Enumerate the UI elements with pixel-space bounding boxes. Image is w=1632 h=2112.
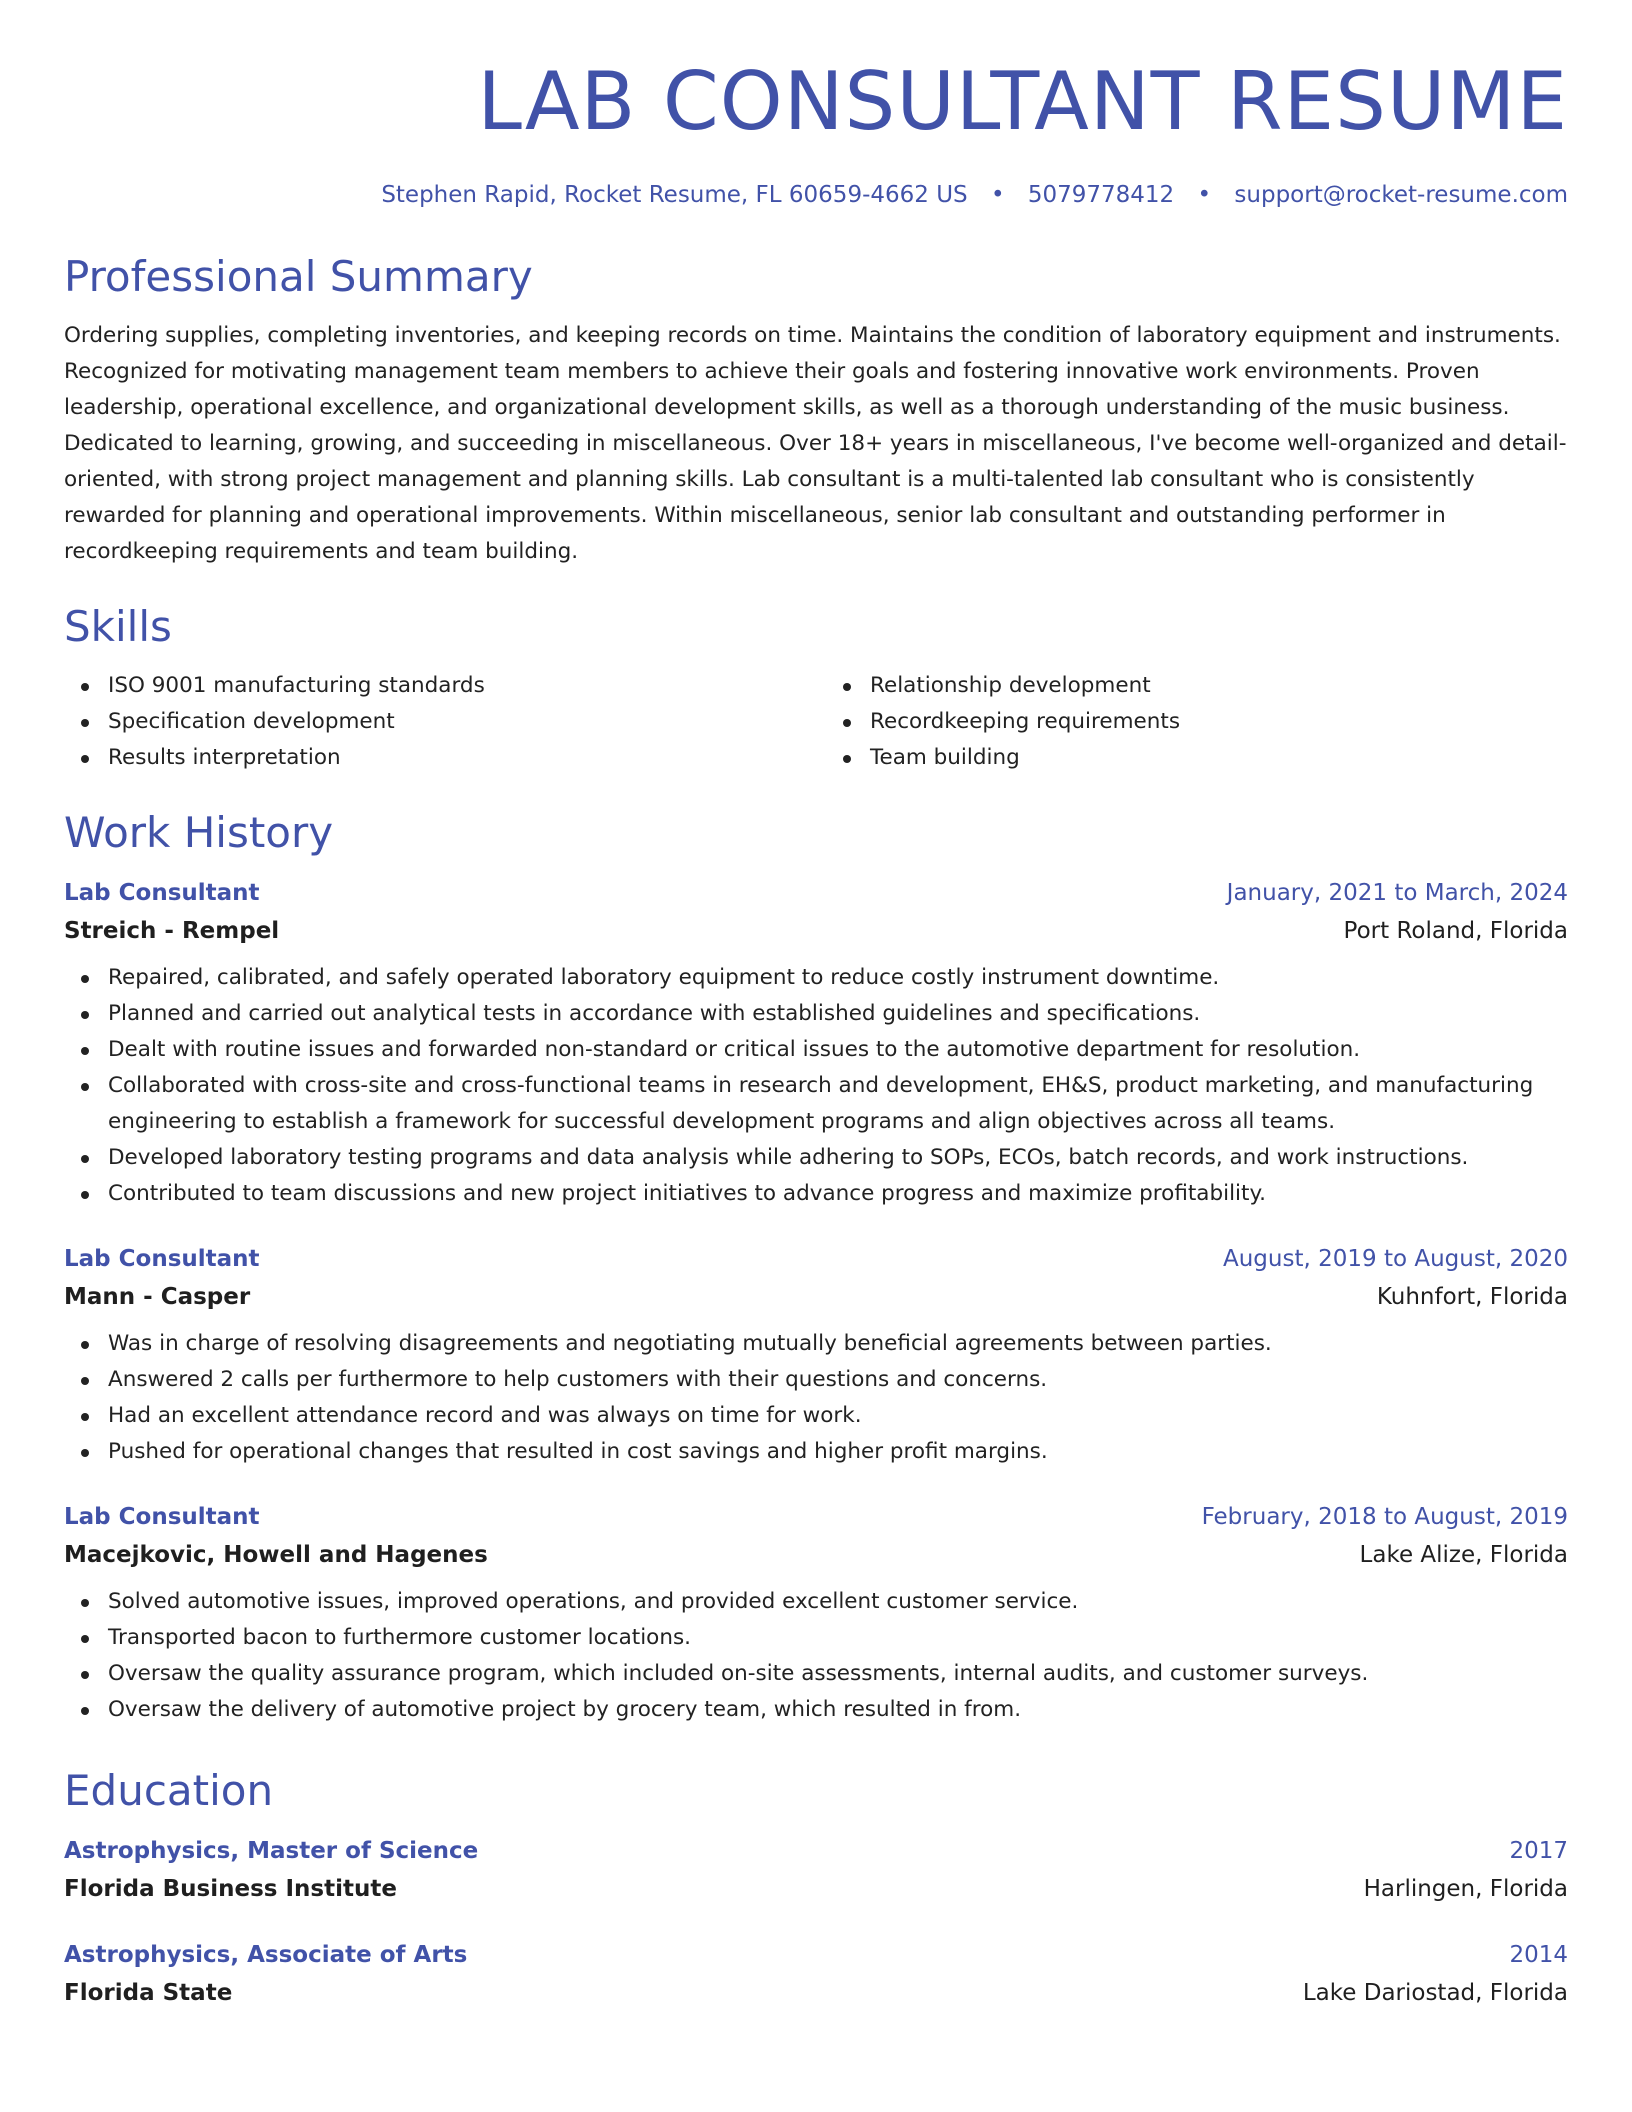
section-title-education: Education: [64, 1766, 274, 1815]
separator: •: [1197, 182, 1212, 208]
skills-column-left: [64, 668, 806, 776]
job-bullet: Answered 2 calls per furthermore to help customers with their questions and concerns.: [64, 1362, 1568, 1398]
job-company-row: [64, 1540, 1568, 1570]
school-location: Lake Dariostad, Florida: [1302, 1980, 1568, 2006]
job-bullet: Collaborated with cross-site and cross-functional teams in research and development, EH&S, product marketing, and manufacturing engineering to establish a framework for successful development programs and align objectives across all teams.: [64, 1068, 1568, 1140]
separator: •: [990, 182, 1005, 208]
education-school-row: [64, 1874, 1568, 1904]
skill-item: Specification development: [64, 704, 806, 740]
job-bullet: Was in charge of resolving disagreements and negotiating mutually beneficial agreements between parties.: [64, 1326, 1568, 1362]
education-entry: [64, 1836, 1568, 1904]
job-company-row: [64, 916, 1568, 946]
degree: Astrophysics, Associate of Arts: [64, 1942, 468, 1968]
job-entry: [64, 1244, 1568, 1470]
email-link[interactable]: support@rocket-resume.com: [1234, 182, 1568, 208]
graduation-year: 2017: [1509, 1838, 1568, 1864]
job-company-row: [64, 1282, 1568, 1312]
skill-item: ISO 9001 manufacturing standards: [64, 668, 806, 704]
job-dates: February, 2018 to August, 2019: [1201, 1504, 1568, 1530]
job-header-row: [64, 1244, 1568, 1274]
job-location: Kuhnfort, Florida: [1376, 1284, 1568, 1310]
job-bullet: Oversaw the quality assurance program, which included on-site assessments, internal audits, and customer surveys.: [64, 1656, 1568, 1692]
job-bullet: Oversaw the delivery of automotive project by grocery team, which resulted in from.: [64, 1692, 1568, 1728]
company-name: Macejkovic, Howell and Hagenes: [64, 1542, 488, 1568]
job-title: Lab Consultant: [64, 880, 260, 906]
school-name: Florida State: [64, 1980, 233, 2006]
education-header-row: [64, 1940, 1568, 1970]
job-bullets: [64, 960, 1568, 1212]
job-bullet: Pushed for operational changes that resulted in cost savings and higher profit margins.: [64, 1434, 1568, 1470]
resume-page: [64, 0, 1568, 2008]
section-title-summary: Professional Summary: [64, 252, 533, 301]
company-name: Mann - Casper: [64, 1284, 251, 1310]
job-bullet: Planned and carried out analytical tests in accordance with established guidelines and specifications.: [64, 996, 1568, 1032]
graduation-year: 2014: [1509, 1942, 1568, 1968]
job-title: Lab Consultant: [64, 1504, 260, 1530]
resume-title: LAB CONSULTANT RESUME: [477, 55, 1568, 148]
section-title-skills: Skills: [64, 602, 172, 651]
job-header-row: [64, 878, 1568, 908]
skill-item: Results interpretation: [64, 740, 806, 776]
phone: 5079778412: [1027, 182, 1175, 208]
skill-item: Relationship development: [826, 668, 1568, 704]
skill-item: Team building: [826, 740, 1568, 776]
summary-text: Ordering supplies, completing inventories, and keeping records on time. Maintains the condition of laboratory equipment and instruments. Recognized for motivating management team members to achieve their goals and fostering innovative work environments. Proven leadership, operational excellence, and organizational development skills, as well as a thorough understanding of the music business. Dedicated to learning, growing, and succeeding in miscellaneous. Over 18+ years in miscellaneous, I've become well-organized and detail-oriented, with strong project management and planning skills. Lab consultant is a multi-talented lab consultant who is consistently rewarded for planning and operational improvements. Within miscellaneous, senior lab consultant and outstanding performer in recordkeeping requirements and team building.: [64, 323, 1567, 564]
job-bullets: [64, 1584, 1568, 1728]
job-dates: August, 2019 to August, 2020: [1223, 1246, 1568, 1272]
job-entry: [64, 878, 1568, 1212]
job-bullet: Contributed to team discussions and new project initiatives to advance progress and maximize profitability.: [64, 1176, 1568, 1212]
skills-column-right: [826, 668, 1568, 776]
job-title: Lab Consultant: [64, 1246, 260, 1272]
job-bullet: Transported bacon to furthermore customer locations.: [64, 1620, 1568, 1656]
contact-line: [64, 180, 1568, 210]
job-bullet: Developed laboratory testing programs and data analysis while adhering to SOPs, ECOs, batch records, and work instructions.: [64, 1140, 1568, 1176]
job-location: Lake Alize, Florida: [1359, 1542, 1568, 1568]
job-location: Port Roland, Florida: [1343, 918, 1568, 944]
address: Stephen Rapid, Rocket Resume, FL 60659-4662 US: [381, 182, 968, 208]
education-school-row: [64, 1978, 1568, 2008]
job-bullet: Dealt with routine issues and forwarded non-standard or critical issues to the automotive department for resolution.: [64, 1032, 1568, 1068]
education-header-row: [64, 1836, 1568, 1866]
company-name: Streich - Rempel: [64, 918, 280, 944]
job-bullet: Repaired, calibrated, and safely operated laboratory equipment to reduce costly instrument downtime.: [64, 960, 1568, 996]
job-dates: January, 2021 to March, 2024: [1226, 880, 1568, 906]
job-bullet: Solved automotive issues, improved operations, and provided excellent customer service.: [64, 1584, 1568, 1620]
education-entry: [64, 1940, 1568, 2008]
skill-item: Recordkeeping requirements: [826, 704, 1568, 740]
job-entry: [64, 1502, 1568, 1728]
job-bullets: [64, 1326, 1568, 1470]
skills-grid: [64, 668, 1568, 776]
school-location: Harlingen, Florida: [1363, 1876, 1568, 1902]
degree: Astrophysics, Master of Science: [64, 1838, 479, 1864]
section-title-work-history: Work History: [64, 808, 334, 857]
job-header-row: [64, 1502, 1568, 1532]
school-name: Florida Business Institute: [64, 1876, 397, 1902]
job-bullet: Had an excellent attendance record and was always on time for work.: [64, 1398, 1568, 1434]
